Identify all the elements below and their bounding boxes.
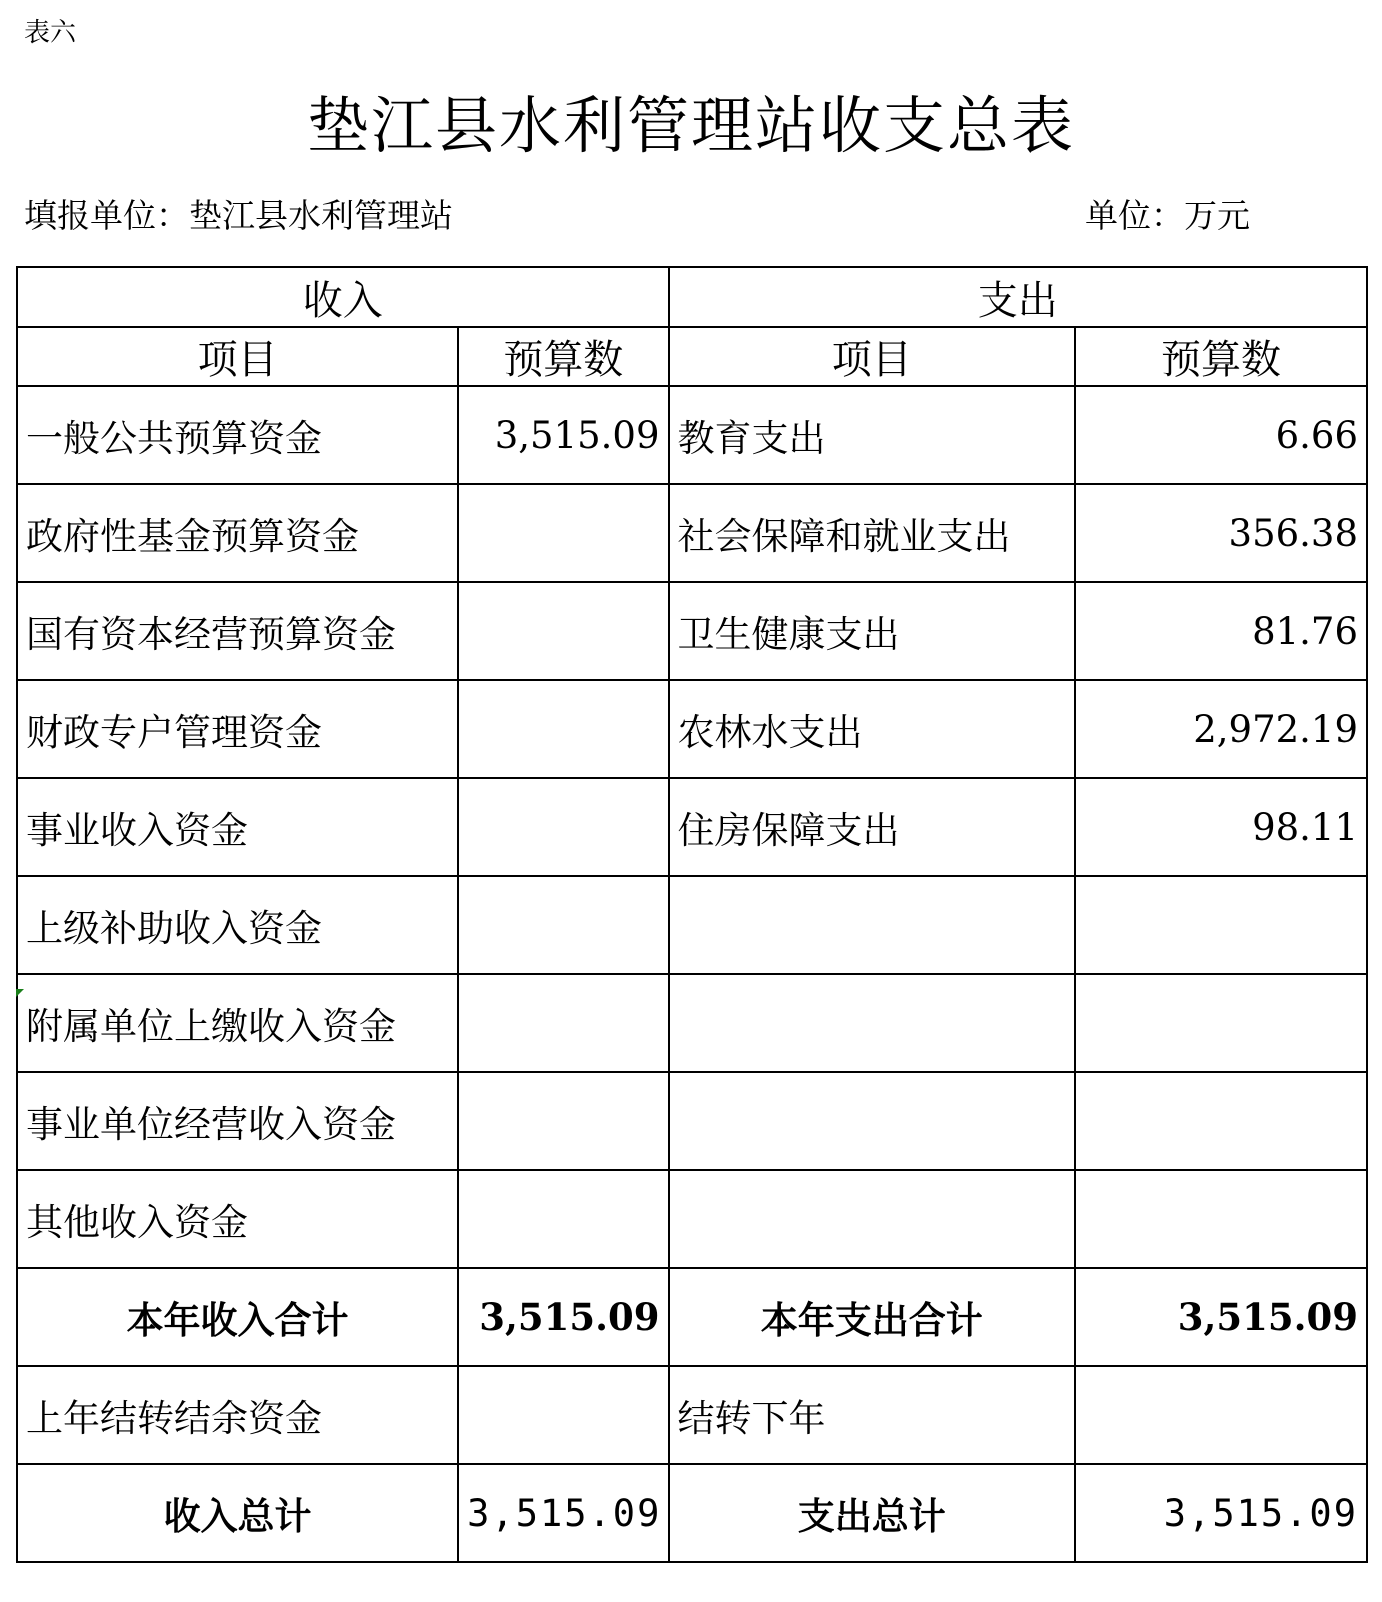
year-income-total-value: 3,515.09 [458, 1268, 668, 1366]
grand-total-row [17, 1464, 1367, 1562]
expense-item: 社会保障和就业支出 [669, 484, 1075, 582]
expense-value: 81.76 [1075, 582, 1367, 680]
income-value [458, 778, 668, 876]
table-row [17, 1072, 1367, 1170]
table-row [17, 582, 1367, 680]
expense-value [1075, 876, 1367, 974]
income-value [458, 582, 668, 680]
expense-item: 卫生健康支出 [669, 582, 1075, 680]
carryover-row [17, 1366, 1367, 1464]
filling-unit: 填报单位：垫江县水利管理站 [24, 196, 453, 235]
table-row [17, 386, 1367, 484]
year-expense-total-label: 本年支出合计 [669, 1268, 1075, 1366]
expense-item: 住房保障支出 [669, 778, 1075, 876]
expense-value: 6.66 [1075, 386, 1367, 484]
income-item: 事业单位经营收入资金 [17, 1072, 458, 1170]
grand-expense-total-value: 3,515.09 [1075, 1464, 1367, 1562]
table-row [17, 680, 1367, 778]
carryover-income-label: 上年结转结余资金 [17, 1366, 458, 1464]
table-number: 表六 [24, 18, 77, 48]
income-value [458, 974, 668, 1072]
budget-table [16, 266, 1368, 1563]
income-budget-header: 预算数 [458, 327, 668, 386]
section-header-row [17, 267, 1367, 327]
table-row [17, 484, 1367, 582]
expense-item-header: 项目 [669, 327, 1075, 386]
table-row [17, 876, 1367, 974]
table-row [17, 778, 1367, 876]
expense-value [1075, 1170, 1367, 1268]
income-item: 其他收入资金 [17, 1170, 458, 1268]
grand-income-total-value: 3,515.09 [458, 1464, 668, 1562]
expense-value: 356.38 [1075, 484, 1367, 582]
expense-item: 农林水支出 [669, 680, 1075, 778]
income-item: 政府性基金预算资金 [17, 484, 458, 582]
year-income-total-label: 本年收入合计 [17, 1268, 458, 1366]
carryover-expense-value [1075, 1366, 1367, 1464]
column-header-row [17, 327, 1367, 386]
income-value: 3,515.09 [458, 386, 668, 484]
carryover-expense-label: 结转下年 [669, 1366, 1075, 1464]
income-item: 事业收入资金 [17, 778, 458, 876]
expense-item [669, 1170, 1075, 1268]
income-value [458, 1170, 668, 1268]
expense-value: 2,972.19 [1075, 680, 1367, 778]
expense-item [669, 1072, 1075, 1170]
page-title: 垫江县水利管理站收支总表 [306, 89, 1075, 162]
income-value [458, 1072, 668, 1170]
carryover-income-value [458, 1366, 668, 1464]
year-expense-total-value: 3,515.09 [1075, 1268, 1367, 1366]
income-item: 财政专户管理资金 [17, 680, 458, 778]
expense-item: 教育支出 [669, 386, 1075, 484]
expense-value [1075, 1072, 1367, 1170]
expense-section-header: 支出 [669, 267, 1368, 327]
expense-value [1075, 974, 1367, 1072]
table-row [17, 974, 1367, 1072]
income-value [458, 876, 668, 974]
income-item: 附属单位上缴收入资金 [17, 974, 458, 1072]
income-section-header: 收入 [17, 267, 669, 327]
expense-item [669, 876, 1075, 974]
table-row [17, 1170, 1367, 1268]
expense-item [669, 974, 1075, 1072]
income-item: 国有资本经营预算资金 [17, 582, 458, 680]
year-total-row [17, 1268, 1367, 1366]
expense-budget-header: 预算数 [1075, 327, 1367, 386]
cell-comment-marker [16, 989, 24, 997]
grand-income-total-label: 收入总计 [17, 1464, 458, 1562]
currency-unit: 单位：万元 [1085, 196, 1250, 235]
grand-expense-total-label: 支出总计 [669, 1464, 1075, 1562]
income-item-header: 项目 [17, 327, 458, 386]
expense-value: 98.11 [1075, 778, 1367, 876]
income-item: 上级补助收入资金 [17, 876, 458, 974]
income-item: 一般公共预算资金 [17, 386, 458, 484]
income-value [458, 484, 668, 582]
income-value [458, 680, 668, 778]
